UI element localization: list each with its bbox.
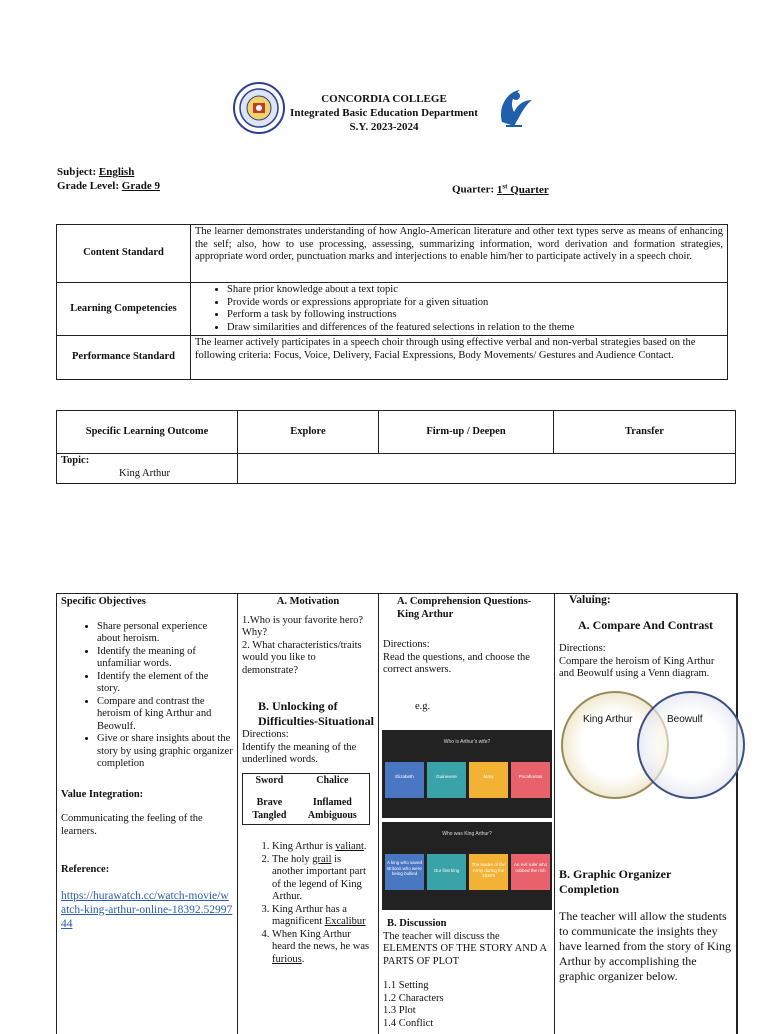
school-name: CONCORDIA COLLEGE (321, 93, 447, 105)
unlocking-difficulties-title: B. Unlocking of Difficulties-Situational (258, 699, 374, 728)
compare-contrast-title: A. Compare And Contrast (577, 617, 714, 632)
directions-text: Read the questions, and choose the correct answers. (383, 651, 530, 675)
objectives-list (61, 621, 233, 771)
quiz-option: The leader of the Army during the 1930's (469, 854, 508, 890)
subject-label: Subject: (57, 166, 97, 178)
motivation-title: A. Motivation (276, 596, 340, 607)
objective-item: • Compare and contrast the heroism of king Arthur and Beowulf. (97, 696, 233, 734)
header-firm-up: Firm-up / Deepen (379, 411, 554, 454)
value-integration-text: Communicating the feeling of the learners. (61, 813, 203, 837)
topic-empty-cell (238, 454, 736, 484)
venn-diagram (559, 691, 732, 801)
competency-item: • Perform a task by following instructions (227, 309, 723, 322)
department-name: Integrated Basic Education Department (290, 107, 478, 119)
venn-label-right: Beowulf (667, 713, 703, 725)
school-year: S.Y. 2023-2024 (349, 121, 419, 133)
content-standard-label: Content Standard (57, 225, 191, 283)
underlined-word: furious (272, 953, 302, 965)
graphic-organizer-title: B. Graphic Organizer Completion (559, 866, 672, 896)
quiz-screenshot-1 (382, 730, 552, 818)
objectives-column (57, 594, 238, 1034)
quiz-option: Elizabeth (385, 762, 424, 798)
sentence-text: When King Arthur heard the news, he was (272, 928, 370, 952)
motivation-question-1: 1.Who is your favorite hero? Why? (242, 614, 364, 638)
comprehension-title: A. Comprehension Questions- King Arthur (397, 596, 532, 620)
directions-label: Directions: (242, 729, 289, 740)
discussion-section (383, 918, 551, 1030)
header-explore: Explore (238, 411, 379, 454)
quarter-line (452, 180, 549, 197)
value-integration-label: Value Integration: (61, 788, 144, 800)
grade-label: Grade Level: (57, 180, 120, 192)
quiz-option: An evil ruler who robbed the rich (511, 854, 550, 890)
sentence-text: King Arthur is (272, 841, 336, 852)
grade-line (57, 180, 160, 193)
sentence-text: King Arthur has a magnificent (272, 903, 347, 927)
vocab-word: Brave (256, 797, 283, 808)
vocabulary-sentences (242, 841, 374, 966)
sentence-item (272, 929, 374, 967)
quarter-suffix: st (502, 182, 508, 190)
underlined-word: valiant (335, 841, 364, 852)
standards-table (56, 224, 728, 380)
underlined-word: Excalibur (324, 916, 366, 927)
motivation-question-2: 2. What characteristics/traits would you like to demonstrate? (242, 639, 362, 676)
quiz-option: A king who saved Britons who were being bullied (385, 854, 424, 890)
objective-item: • Identify the meaning of unfamiliar words. (97, 646, 233, 671)
learning-competencies-label: Learning Competencies (57, 283, 191, 336)
reference-link[interactable]: https://hurawatch.cc/watch-movie/watch-king-arthur-online-18392.5299744 (61, 889, 233, 930)
underlined-word: grail (312, 853, 332, 865)
competency-item: • Draw similarities and differences of the featured selections in relation to the theme (227, 322, 723, 335)
firm-up-column (379, 594, 555, 1034)
quiz-screenshot-2 (382, 822, 552, 910)
directions-label: Directions: (383, 639, 430, 650)
explore-column (238, 594, 379, 1034)
topic-label: Topic: (61, 455, 90, 466)
topic-value: King Arthur (119, 467, 171, 479)
discussion-title: B. Discussion (387, 918, 447, 929)
quiz-option: Pocahontas (511, 762, 550, 798)
example-label: e.g. (415, 700, 431, 712)
quiz-option: Mary (469, 762, 508, 798)
vocab-word: Sword (255, 774, 284, 786)
objective-item: • Give or share insights about the story by using graphic organizer completion (97, 733, 233, 771)
valuing-label: Valuing: (569, 594, 611, 606)
topic-cell (57, 454, 238, 484)
quarter-label: Quarter: (452, 183, 495, 196)
vocab-word: Chalice (316, 774, 349, 786)
vocab-word: Inflamed (312, 797, 352, 808)
element-item: 1.3 Plot (383, 1005, 416, 1016)
objective-item: • Share personal experience about heroism. (97, 621, 233, 646)
header-transfer: Transfer (554, 411, 736, 454)
learning-competencies-cell (191, 283, 728, 336)
sentence-text: . (301, 953, 305, 965)
sentence-text: . (363, 841, 367, 852)
performance-standard-text: The learner actively participates in a speech choir through using effective verbal and non-verbal strategies based on the following criteria: Focus, Voice, Delivery, Facial Expressions, Body Movements/ Gestures and Audience Contact. (191, 336, 728, 380)
reference-label: Reference: (61, 864, 110, 875)
vocab-word: Ambiguous (307, 809, 357, 821)
objective-item: • Identify the element of the story. (97, 671, 233, 696)
quiz-option: Guinevere (427, 762, 466, 798)
grade-value: Grade 9 (121, 180, 160, 192)
sentence-text: The holy (272, 853, 313, 865)
subject-line (57, 166, 134, 179)
content-standard-text: The learner demonstrates understanding of how Anglo-American literature and other text types serve as means of enhancing the self; also, how to use processing, assessing, summarizing information, word derivation and formation strategies, appropriate word order, punctuation marks and interjections to enable him/her to participate actively in a speech choir. (191, 225, 728, 283)
directions-label: Directions: (559, 643, 606, 654)
document-header (0, 92, 768, 134)
sentence-item (272, 904, 374, 929)
quiz-question: Who was King Arthur? (442, 831, 492, 837)
sentence-item (272, 841, 374, 854)
vocabulary-box (242, 773, 370, 826)
sentence-text: is another important part of the legend of King Arthur. (272, 853, 366, 902)
learning-outcome-table (56, 410, 736, 484)
directions-text: Compare the heroism of King Arthur and Beowulf using a Venn diagram. (559, 655, 715, 679)
quiz-question: Who is Arthur's wife? (443, 739, 491, 745)
venn-label-left: King Arthur (583, 713, 633, 725)
graphic-organizer-text: The teacher will allow the students to communicate the insights they have learned from the story of King Arthur by accomplishing the graphic organizer below. (559, 908, 731, 983)
venn-circle-right (637, 691, 745, 799)
element-item: 1.1 Setting (383, 980, 429, 991)
directions-text: Identify the meaning of the underlined words. (242, 741, 357, 765)
header-specific-learning-outcome: Specific Learning Outcome (57, 411, 238, 454)
quarter-number: 1 (496, 183, 503, 196)
discussion-text: The teacher will discuss the ELEMENTS OF THE STORY AND A PARTS OF PLOT (383, 930, 547, 967)
transfer-column (555, 594, 737, 1034)
quarter-word: Quarter (510, 183, 549, 196)
sentence-item (272, 854, 374, 904)
competency-item: • Provide words or expressions appropriate for a given situation (227, 297, 723, 310)
competency-item: • Share prior knowledge about a text topic (227, 284, 723, 297)
specific-objectives-title: Specific Objectives (61, 596, 146, 607)
vocab-word: Tangled (252, 809, 287, 821)
element-item: 1.2 Characters (383, 992, 444, 1004)
quiz-option: Our first king (427, 854, 466, 890)
lesson-plan-grid (56, 593, 738, 1034)
performance-standard-label: Performance Standard (57, 336, 191, 380)
subject-value: English (98, 166, 135, 178)
element-item: 1.4 Conflict (383, 1017, 434, 1029)
